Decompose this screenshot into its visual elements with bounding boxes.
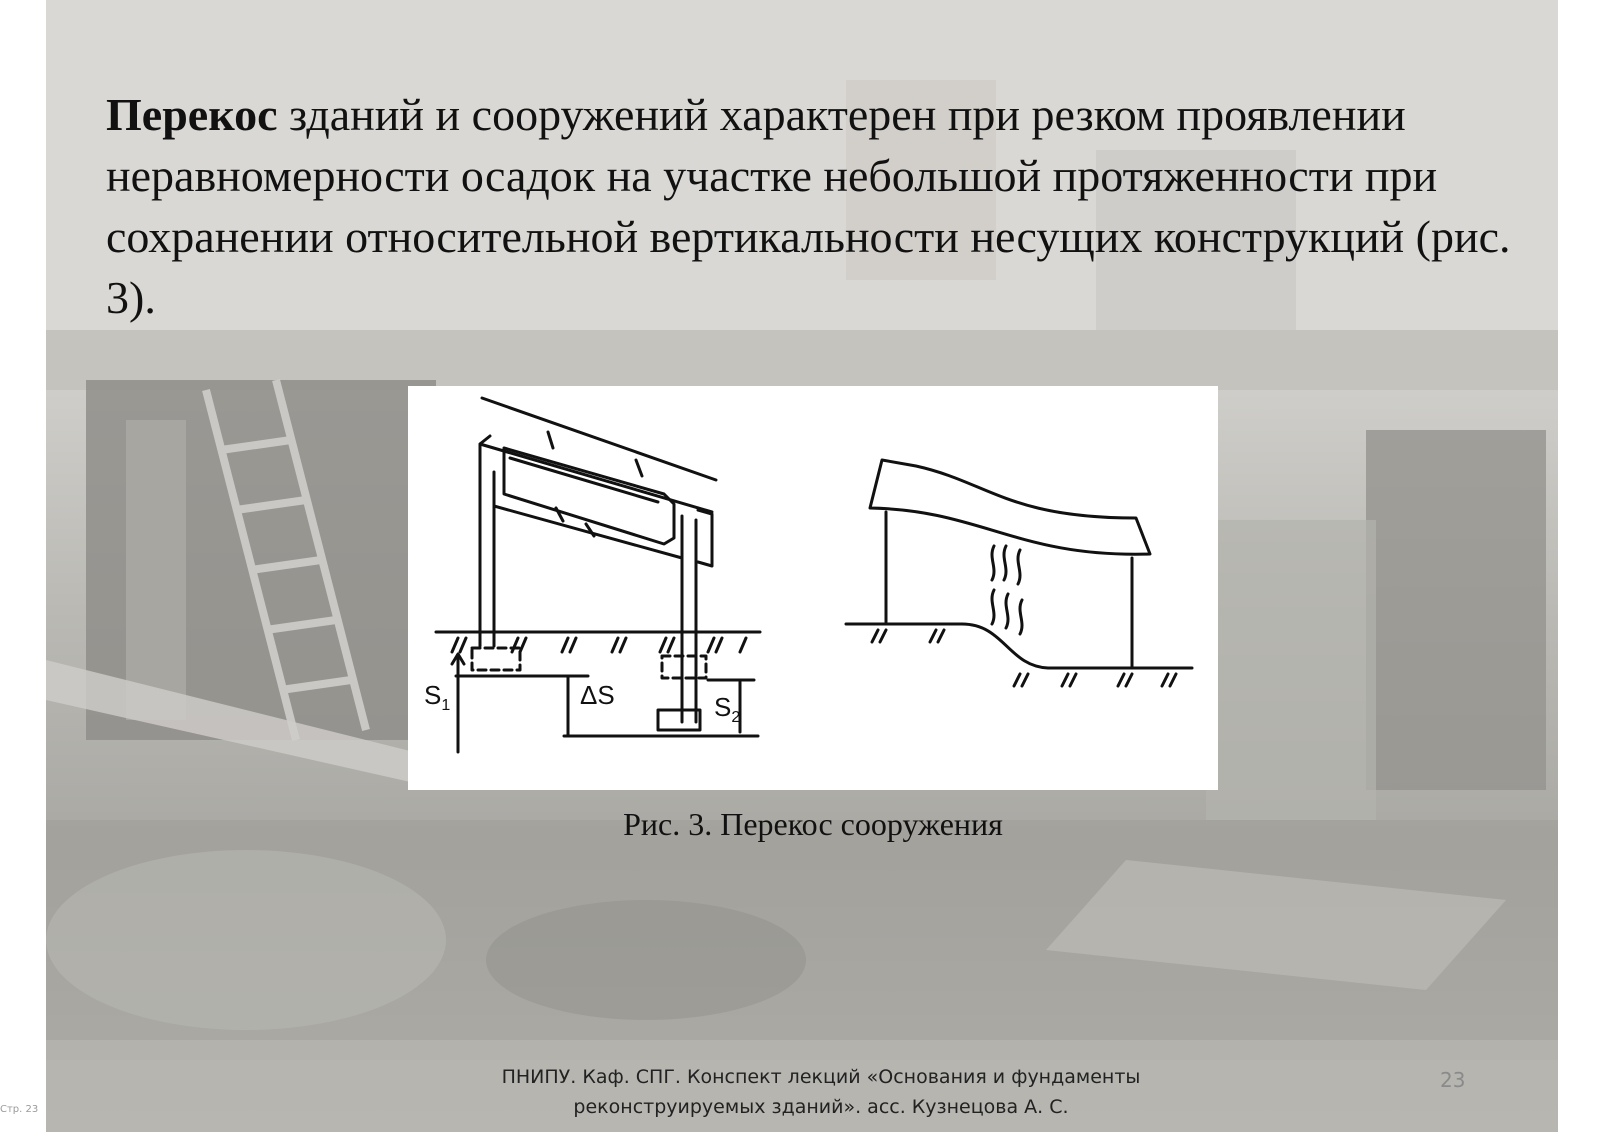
slide [46,0,1558,1132]
page-number: 23 [1440,1068,1466,1092]
slide-heading-rest: зданий и сооружений характерен при резком проявлении неравномерности осадок на участке небольшой протяженности при сохранении относительной вертикальности несущих конструкций (рис. 3). [106,89,1511,323]
figure-caption: Рис. 3. Перекос сооружения [623,806,1003,842]
label-s2: $S_2$ [714,692,741,726]
footer-line-1: ПНИПУ. Каф. СПГ. Конспект лекций «Основания и фундаменты [501,1066,1141,1088]
slide-heading-paragraph [106,84,1526,328]
label-s1: $S_1$ [424,680,451,714]
ground-line-right [872,630,1176,686]
page-indicator: Стр. 23 [0,1104,39,1115]
label-delta-s: ΔS [580,680,615,710]
slide-heading-bold: Перекос [106,89,278,140]
footer-text [426,1062,1216,1122]
figure-diagram [408,386,1218,790]
skewed-frame-drawing [480,398,716,722]
skewed-building-drawing [846,460,1192,668]
footer-line-2: реконструируемых зданий». асс. Кузнецова А. С. [573,1096,1069,1118]
